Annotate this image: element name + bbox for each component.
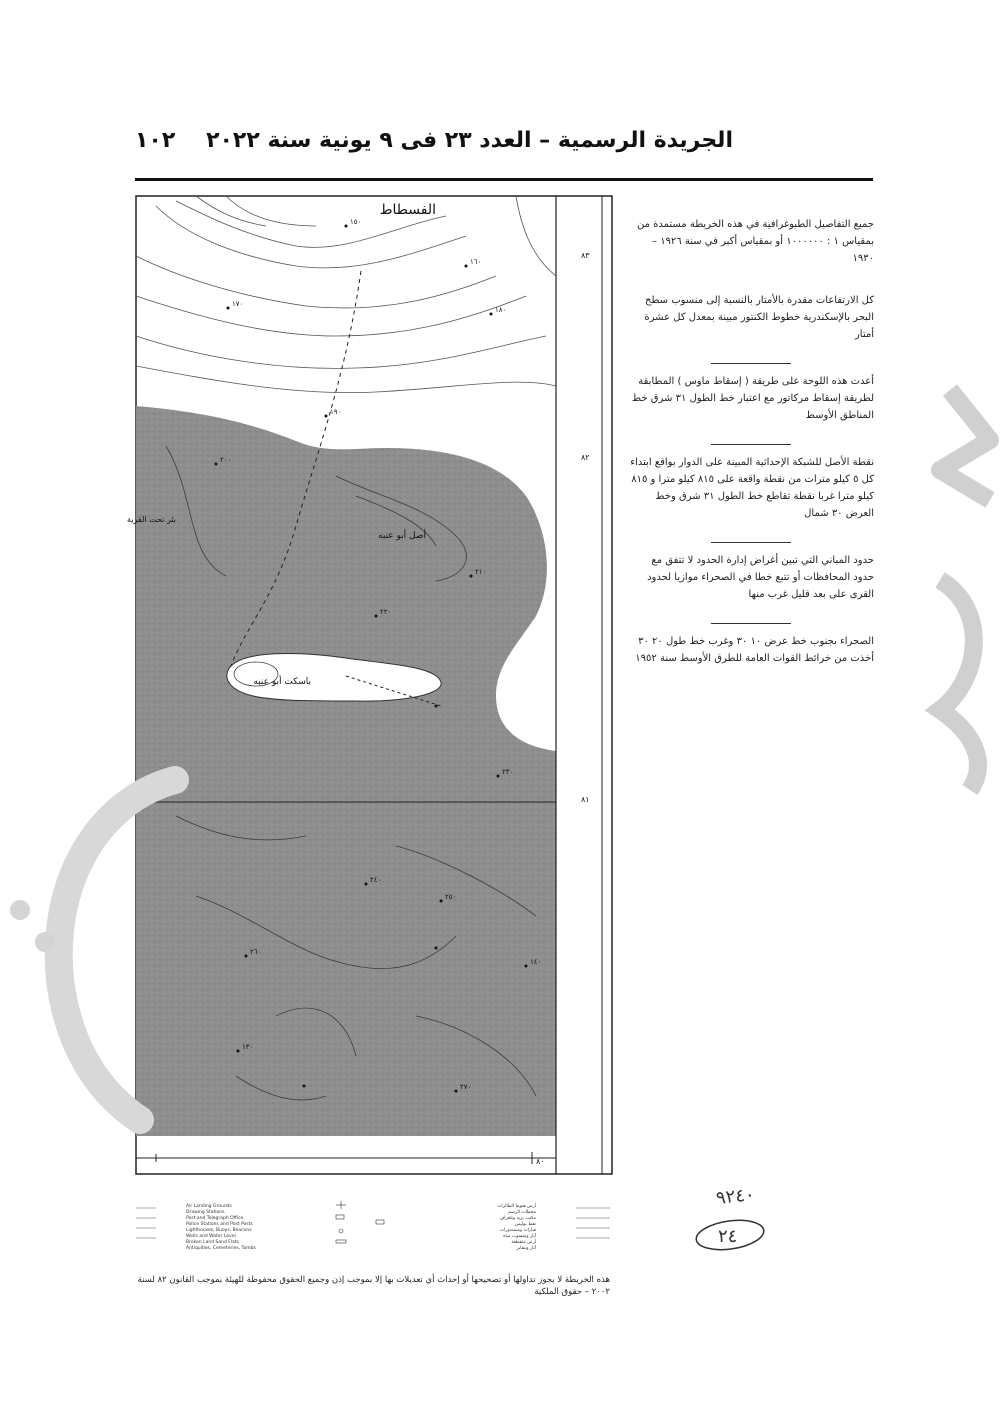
page-number: ١٠٢ [135, 128, 176, 153]
legend-item-en: Drawing Stations [186, 1210, 225, 1215]
elevation: ٢٠٠ [220, 456, 232, 464]
elevation: ٢٥٠ [445, 893, 457, 901]
note-separator [711, 444, 791, 445]
grid-label: ٨٢ [581, 453, 590, 462]
legend-item-en: Air Landing Grounds [186, 1204, 232, 1209]
legend-item-ar: فنارات وشمندورات [499, 1228, 536, 1233]
note: حدود المباني التي تبين أغراض إدارة الحدود لا تتفق مع حدود المحافظات أو تتبع خطا في الصحراء موازيا لحدود القرى على بعد قليل غرب منها [647, 555, 874, 600]
grid-label: ٨١ [581, 795, 590, 804]
handwritten-annotation [694, 1186, 814, 1256]
elevation: ٢١٠ [475, 568, 487, 576]
header-rule [135, 178, 873, 181]
note-separator [711, 623, 791, 624]
legend-item-ar: محطات الرسم [508, 1210, 536, 1215]
note: نقطة الأصل للشبكة الإحداثية المبينة على الدوار بواقع ابتداء كل ٥ كيلو مترات من نقطة واقعة على ٨١٥ كيلو مترا و ٨١٥ كيلو مترا غربا نقطة تقاطع خط الطول ٣١ شرق وخط العرض ٣٠ شمال [630, 457, 874, 519]
gazette-title: الجريدة الرسمية – العدد ٢٣ فى ٩ يونية سنة ٢٠٢٢ [206, 128, 733, 153]
map-notes [628, 212, 874, 687]
elevation: ١٧٠ [232, 300, 244, 308]
legend-item-en: Broken Land Sand Flats [186, 1240, 239, 1245]
elevation: ٢٧٠ [460, 1083, 472, 1091]
note: كل الارتفاعات مقدرة بالأمتار بالنسبة إلى منسوب سطح البحر بالإسكندرية خطوط الكنتور مبينة بمعدل كل عشرة أمتار [644, 295, 874, 340]
legend-item-en: Antiquities, Cemeteries, Tombs [186, 1246, 256, 1251]
legend-item-ar: مكتب بريد وتلغراف [499, 1216, 536, 1221]
handwritten-circled: ٢٤ [718, 1226, 738, 1247]
legend-item-ar: نقط بوليس [514, 1222, 536, 1227]
legend-item-ar: آبار ومنسوب مياه [503, 1234, 536, 1239]
note: الصحراء بجنوب خط عرض ١٠ ٣٠ وغرب خط طول ٢٠ ٣٠ أخذت من خرائط القوات العامة للطرق الأوسط سنة ١٩٥٢ [635, 636, 874, 664]
legend-item-ar: أرض هبوط الطائرات [497, 1204, 536, 1209]
note: أعدت هذه اللوحة على طريقة ( إسقاط ماوس ) المطابقة لطريقة إسقاط مركاتور مع اعتبار خط الطول ٣١ شرق خط المناطق الأوسط [631, 376, 874, 421]
legend-item-en: Lighthouses, Buoys, Beacons [186, 1228, 252, 1233]
elevation: ٢٣٠ [502, 768, 514, 776]
place-label: باسكت أبو عنبه [253, 677, 311, 687]
legend-item-en: Wells and Water Level [186, 1234, 236, 1239]
note-separator [711, 542, 791, 543]
elevation: ١٣٠ [242, 1043, 254, 1051]
elevation: ١٨٠ [495, 306, 507, 314]
elevation: ٢٢٠ [380, 608, 392, 616]
topographic-map [126, 196, 612, 1174]
note-separator [711, 363, 791, 364]
shaded-region [136, 406, 556, 1136]
watermark-mark [880, 380, 1004, 800]
note: جميع التفاصيل الطبوغرافية في هذه الخريطة مستمدة من بمقياس ١ : ١٠٠٠٠٠٠ أو بمقياس أكبر في سنة ١٩٢٦ – ١٩٣٠ [636, 219, 874, 264]
legend-item-en: Police Stations and Post Posts [186, 1222, 253, 1227]
elevation: ١٩٠ [330, 408, 342, 416]
grid-label: ٨٣ [581, 251, 590, 260]
map-top-label: الفسطاط [379, 202, 436, 218]
place-label: أصل أبو عنبه [378, 531, 426, 541]
legend-item-en: Post and Telegraph Office [186, 1216, 244, 1221]
elevation: ١٦٠ [470, 258, 482, 266]
handwritten-number: ٩٢٤٠ [715, 1184, 756, 1209]
map-legend [136, 1200, 610, 1260]
place-label: بئر تحت القرية [126, 515, 176, 524]
page-header [135, 128, 873, 168]
legend-item-ar: آثار ومقابر [516, 1246, 536, 1251]
elevation: ١٥٠ [350, 218, 362, 226]
grid-label: ٨٠ [536, 1157, 545, 1166]
elevation: ٢٤٠ [370, 876, 382, 884]
elevation: ١٤٠ [530, 958, 542, 966]
legend-item-ar: أرض متقطعة [511, 1240, 536, 1245]
elevation: ٢٦٠ [250, 948, 262, 956]
map-footer-note: هذه الخريطة لا يجوز تداولها أو تصحيحها أو إحداث أي تعديلات بها إلا بموجب إذن وجميع الحقوق محفوظة للهيئة بموجب القانون ٨٢ لسنة ٢٠٠٢ – حقوق الملكية [137, 1275, 610, 1297]
